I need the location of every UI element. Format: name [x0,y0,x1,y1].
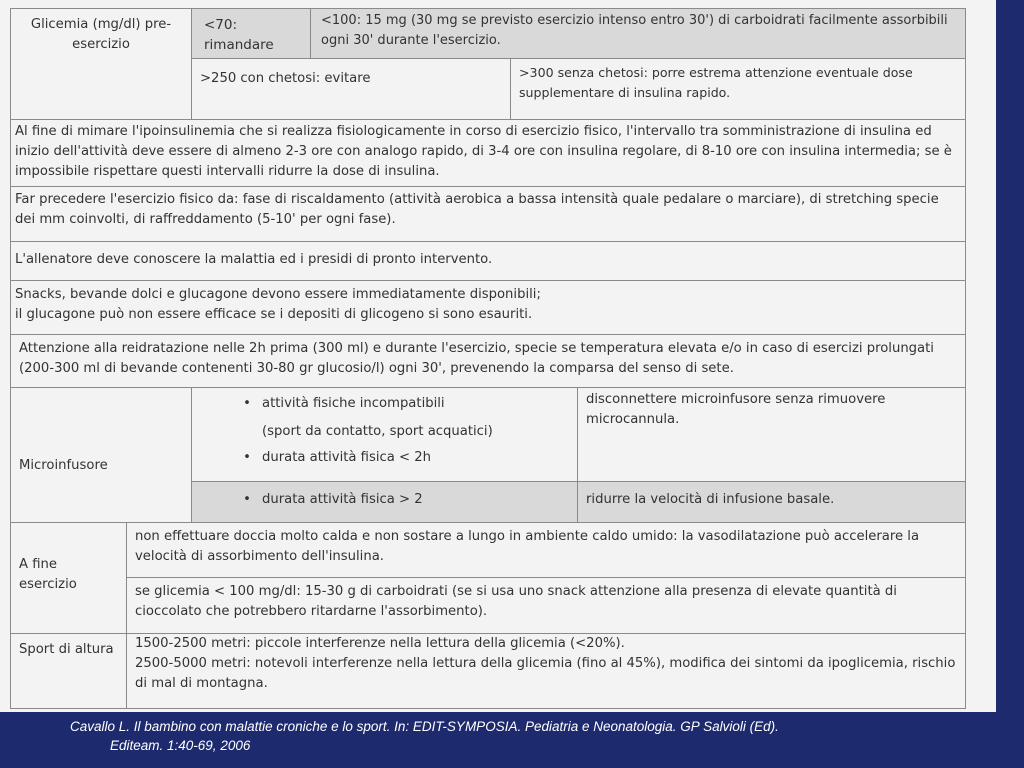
fine-esercizio-text1: non effettuare doccia molto calda e non sostare a lungo in ambiente caldo umido: la vasodilatazione può accelerare la velocità di assorbimento dell'insulina. [135,529,920,564]
ipoinsulinemia-row [10,119,966,187]
snacks-row [10,280,966,335]
altura-label: Sport di altura [19,642,114,657]
caption-line1: Cavallo L. Il bambino con malattie croniche e lo sport. In: EDIT-SYMPOSIA. Pediatria e Neonatologia. GP Salvioli (Ed). [70,719,779,734]
microinfusore-item1 [232,394,569,414]
microinfusore-item3 [192,482,577,522]
altura-text [127,634,965,708]
microinfusore-row [10,387,966,523]
riscaldamento-row [10,186,966,242]
glicemia-gt300: >300 senza chetosi: porre estrema attenzione eventuale dose supplementare di insulina rapido. [519,65,913,100]
snacks-cell [11,281,965,329]
ipoinsulinemia-text: Al fine di mimare l'ipoinsulinemia che si realizza fisiologicamente in corso di esercizio fisico, l'intervallo tra somministrazione di insulina ed inizio dell'attività deve essere di almeno 2-3 ore con analogo rapido, di 3-4 ore con insulina regolare, di 8-10 ore con insulina intermedia; se è impossibile rispettare questi intervalli ridurre la dose di insulina. [15,124,952,179]
bullet-icon: • [243,450,251,465]
glicemia-lt70: <70: rimandare [192,9,310,58]
microinfusore-action2: ridurre la velocità di infusione basale. [578,482,965,522]
microinfusore-item2 [232,448,569,468]
microinfusore-item2-text: durata attività fisica < 2h [262,450,432,465]
microinfusore-left-top [192,388,577,481]
allenatore-text: L'allenatore deve conoscere la malattia ed i presidi di pronto intervento. [15,252,493,267]
fine-esercizio-label: A fine esercizio [19,557,77,592]
altura-row [10,633,966,709]
altura-line2: 2500-5000 metri: notevoli interferenze nella lettura della glicemia (fino al 45%), modifica dei sintomi da ipoglicemia, rischio di mal di montagna. [135,656,956,691]
microinfusore-item3-text: durata attività fisica > 2 [262,492,423,507]
glicemia-label: Glicemia (mg/dl) pre-esercizio [30,17,172,52]
caption-line2: Editeam. 1:40-69, 2006 [110,738,251,753]
riscaldamento-text: Far precedere l'esercizio fisico da: fase di riscaldamento (attività aerobica a bassa intensità quale pedalare o marciare), di stretching specie dei mm coinvolti, di raffreddamento (5-10' per ogni fase). [15,192,939,227]
citation-caption [70,717,980,755]
glicemia-gt250: >250 con chetosi: evitare [200,71,371,86]
fine-esercizio-text2: se glicemia < 100 mg/dl: 15-30 g di carboidrati (se si usa uno snack attenzione alla presenza di elevate quantità di cioccolato che potrebbero ritardarne l'assorbimento). [135,584,897,619]
reidratazione-text: Attenzione alla reidratazione nelle 2h prima (300 ml) e durante l'esercizio, specie se temperatura elevata e/o in caso di esercizi prolungati (200-300 ml di bevande contenenti 30-80 gr glucosio/l) ogni 30', prevenendo la comparsa del senso di sete. [19,341,934,376]
bullet-icon: • [243,396,251,411]
altura-line1: 1500-2500 metri: piccole interferenze nella lettura della glicemia (<20%). [135,636,625,651]
microinfusore-label: Microinfusore [19,458,108,473]
microinfusore-item1-sub: (sport da contatto, sport acquatici) [262,424,493,439]
microinfusore-item1-text: attività fisiche incompatibili [262,396,445,411]
glicemia-row [10,8,966,120]
fine-esercizio-row [10,522,966,634]
allenatore-row [10,241,966,281]
bullet-icon: • [243,492,251,507]
microinfusore-action1: disconnettere microinfusore senza rimuovere microcannula. [586,392,886,427]
reidratazione-row [10,334,966,388]
glicemia-lt100: <100: 15 mg (30 mg se previsto esercizio intenso entro 30') di carboidrati facilmente assorbibili ogni 30' durante l'esercizio. [311,9,965,58]
snacks-line2: il glucagone può non essere efficace se i depositi di glicogeno si sono esauriti. [15,307,533,322]
snacks-line1: Snacks, bevande dolci e glucagone devono essere immediatamente disponibili; [15,287,541,302]
